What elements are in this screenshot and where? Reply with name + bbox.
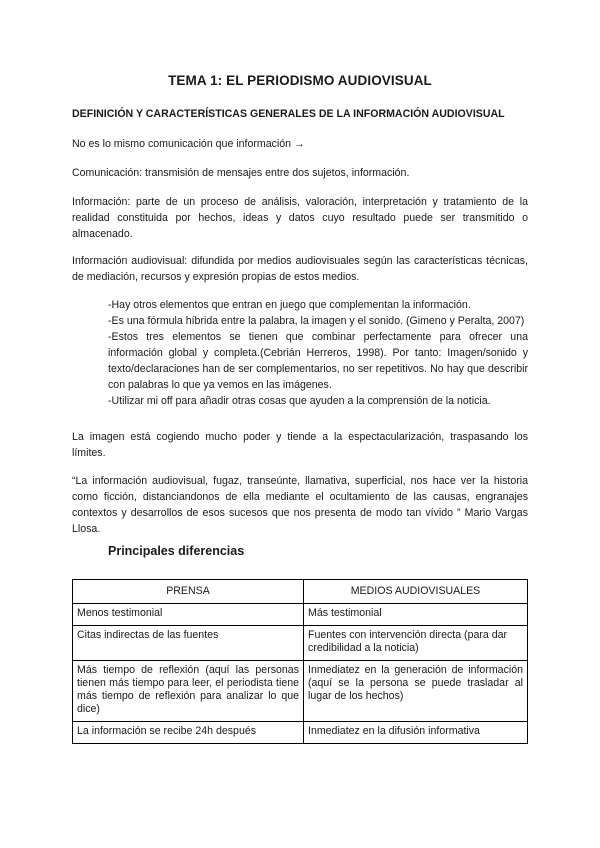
paragraph-informacion: Información: parte de un proceso de análisis, valoración, interpretación y tratamiento de la realidad constituida por hechos, ideas y datos cuyo resultado puede ser transmitido o almacenado. — [72, 196, 528, 240]
table-cell: Más tiempo de reflexión (aquí las personas tienen más tiempo para leer, el periodista tiene más tiempo de reflexión para analizar lo que dice) — [73, 661, 304, 722]
table-row — [73, 626, 528, 661]
table-header-cell: PRENSA — [73, 580, 304, 604]
paragraph-intro: No es lo mismo comunicación que información → — [72, 138, 305, 150]
page-title: TEMA 1: EL PERIODISMO AUDIOVISUAL — [168, 73, 432, 88]
table-row — [73, 604, 528, 626]
bullet-item: -Utilizar mi off para añadir otras cosas que ayuden a la comprensión de la noticia. — [108, 395, 491, 407]
table-header-row — [73, 580, 528, 604]
section-subtitle: DEFINICIÓN Y CARACTERÍSTICAS GENERALES DE LA INFORMACIÓN AUDIOVISUAL — [72, 108, 505, 120]
table-cell: La información se recibe 24h después — [73, 722, 304, 744]
bullet-item: -Es una fórmula híbrida entre la palabra, la imagen y el sonido. (Gimeno y Peralta, 2007) — [108, 315, 525, 327]
table-cell: Inmediatez en la generación de información (aquí se la persona se puede trasladar al lugar de los hechos) — [304, 661, 528, 722]
table-row — [73, 722, 528, 744]
table-row — [73, 661, 528, 722]
paragraph-comunicacion: Comunicación: transmisión de mensajes entre dos sujetos, información. — [72, 167, 410, 179]
table-cell: Menos testimonial — [73, 604, 304, 626]
comparison-table — [72, 579, 528, 744]
table-cell: Citas indirectas de las fuentes — [73, 626, 304, 661]
bullet-item: -Estos tres elementos se tienen que combinar perfectamente para ofrecer una información global y completa.(Cebrián Herreros, 1998). Por tanto: Imagen/sonido y texto/declaraciones han de ser complementarios, no ser repetitivos. No hay que describir con palabras lo que ya vemos en las imágenes. — [108, 331, 528, 391]
table-cell: Fuentes con intervención directa (para dar credibilidad a la noticia) — [304, 626, 528, 661]
bullet-list — [108, 297, 528, 409]
table-header-cell: MEDIOS AUDIOVISUALES — [304, 580, 528, 604]
bullet-item: -Hay otros elementos que entran en juego que complementan la información. — [108, 299, 471, 311]
paragraph-imagen: La imagen está cogiendo mucho poder y tiende a la espectacularización, traspasando los límites. — [72, 431, 528, 459]
paragraph-audiovisual: Información audiovisual: difundida por medios audiovisuales según las características técnicas, de mediación, recursos y expresión propias de estos medios. — [72, 255, 528, 283]
paragraph-quote: “La información audiovisual, fugaz, transeúnte, llamativa, superficial, nos hace ver la historia como ficción, distanciandonos de ella mediante el ocultamiento de las causas, engranajes contextos y desarrollos de esos sucesos que nos presenta de modo tan vívido ” Mario Vargas Llosa. — [72, 475, 528, 535]
table-cell: Más testimonial — [304, 604, 528, 626]
table-cell: Inmediatez en la difusión informativa — [304, 722, 528, 744]
section-title: Principales diferencias — [108, 544, 245, 558]
